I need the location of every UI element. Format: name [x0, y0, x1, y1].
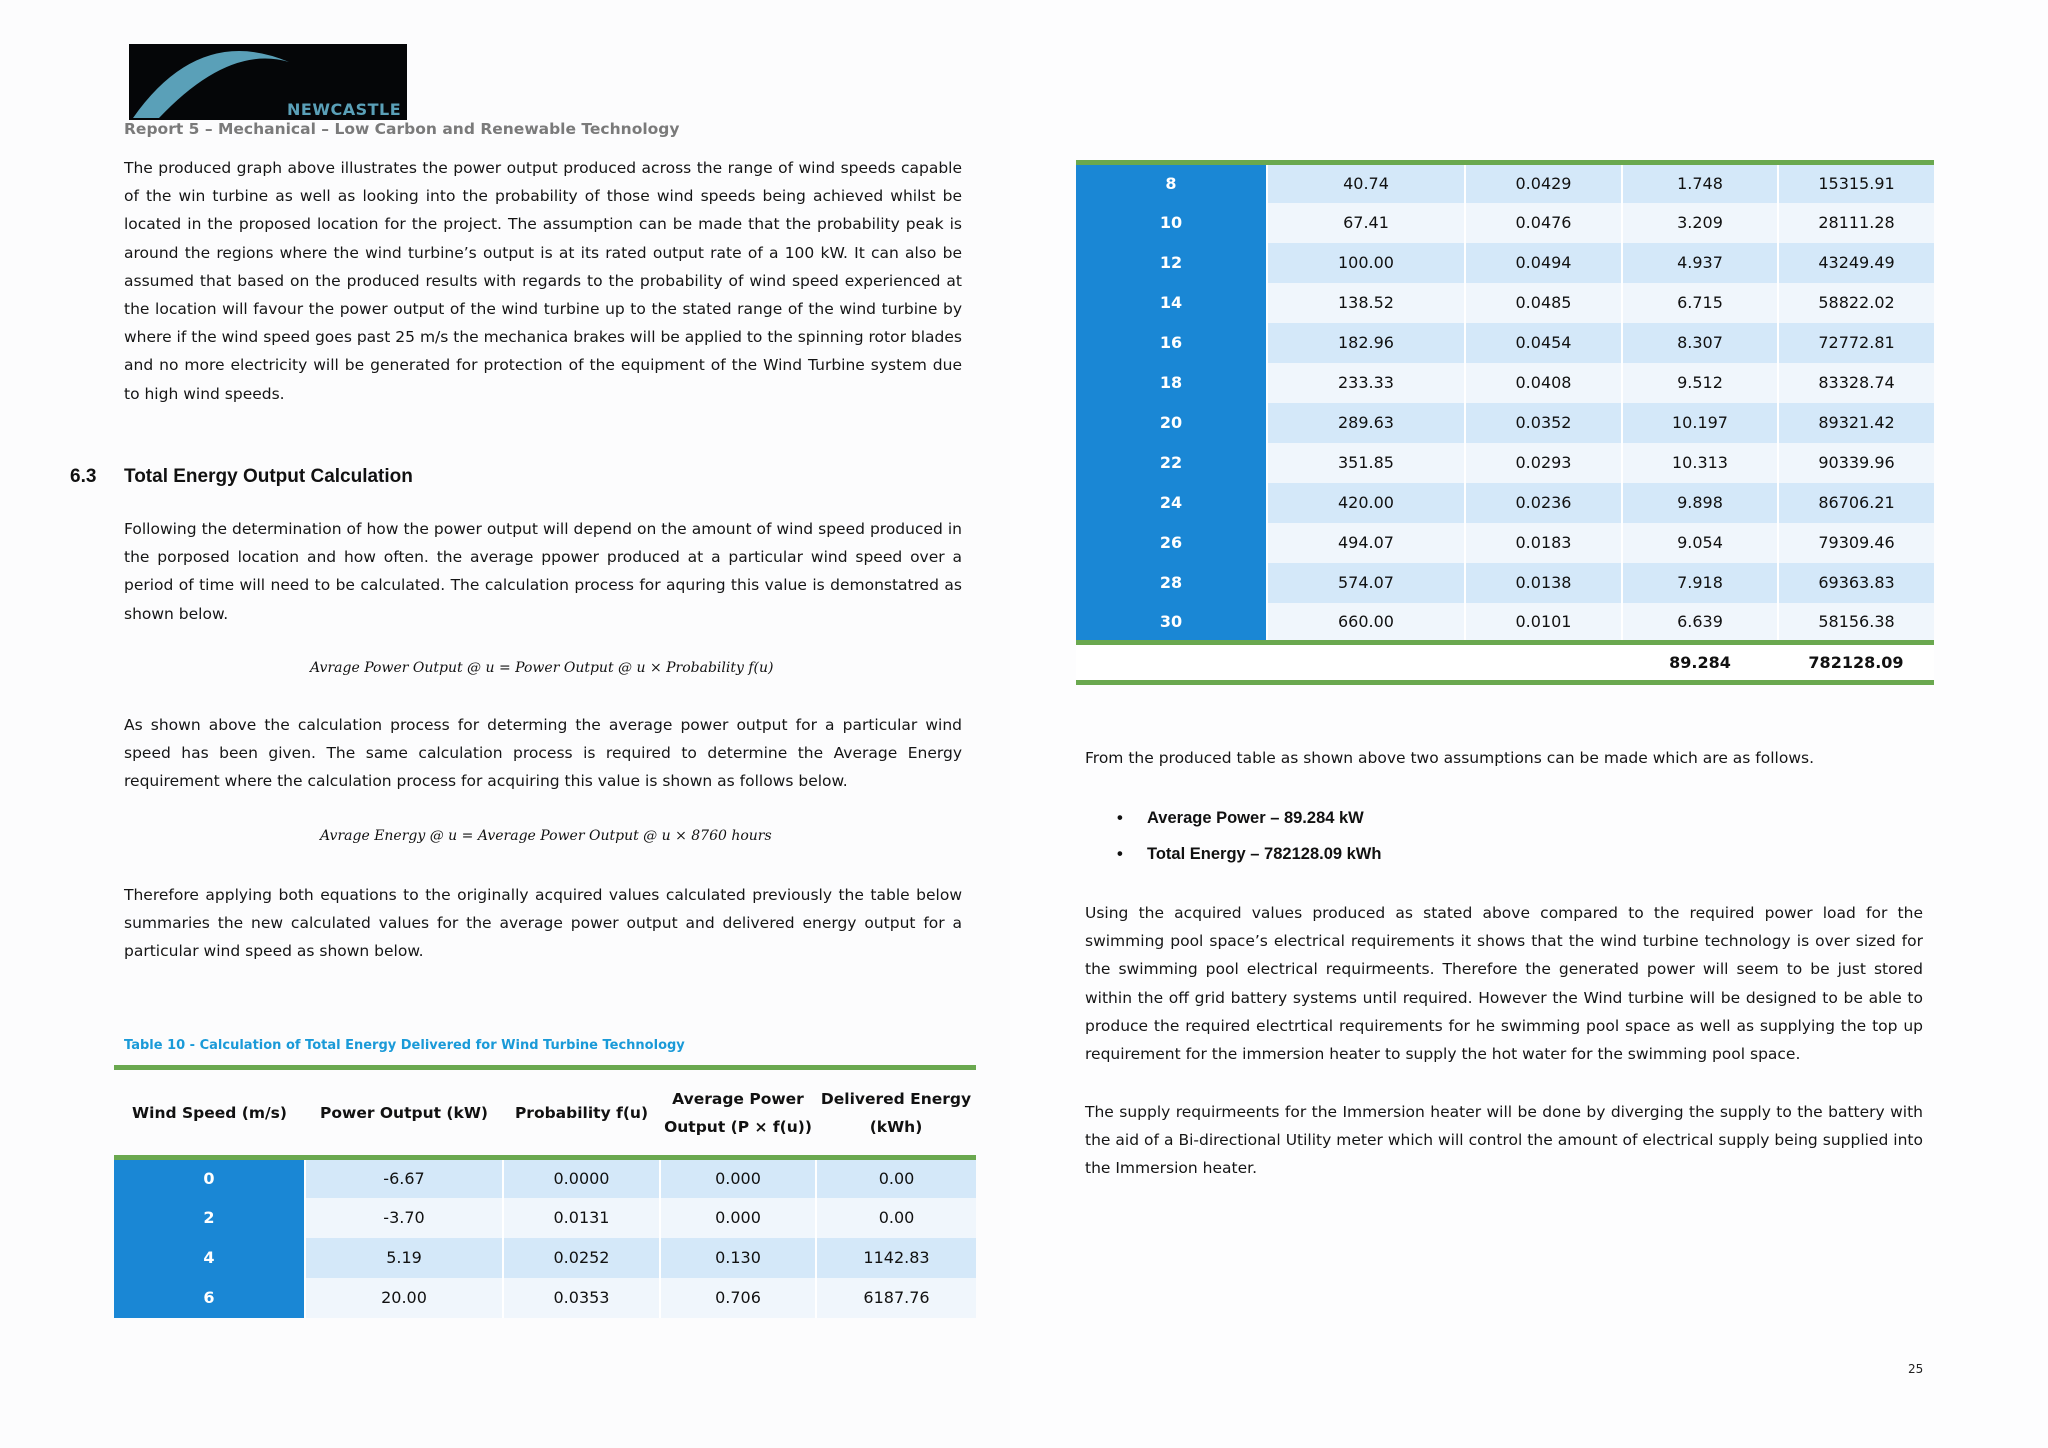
table-row [1076, 323, 1934, 363]
table-cell: 0.0293 [1465, 443, 1622, 483]
table-cell: 6187.76 [816, 1278, 976, 1318]
wind-speed-cell: 4 [114, 1238, 305, 1278]
header-average-power: Average Power Output (P × f(u)) [664, 1089, 812, 1136]
assumptions-list [1117, 803, 1381, 875]
table-cell: 0.0138 [1465, 563, 1622, 603]
table-cell: 182.96 [1267, 323, 1465, 363]
total-average-power: 89.284 [1669, 653, 1731, 672]
table-cell: 0.0485 [1465, 283, 1622, 323]
table-cell: 233.33 [1267, 363, 1465, 403]
wind-speed-cell: 18 [1076, 363, 1267, 403]
wind-speed-cell: 28 [1076, 563, 1267, 603]
table-cell: 10.197 [1622, 403, 1778, 443]
wind-speed-cell: 16 [1076, 323, 1267, 363]
wind-speed-cell: 30 [1076, 603, 1267, 643]
table-cell: 0.0000 [503, 1158, 660, 1198]
table-cell: 9.512 [1622, 363, 1778, 403]
bullet-text: Total Energy – 782128.09 kWh [1147, 845, 1382, 863]
table-cell: 0.0131 [503, 1198, 660, 1238]
paragraph-table-intro: Therefore applying both equations to the originally acquired values calculated previously the table below summaries the new calculated values for the average power output and delivered energy output for a particular wind speed as shown below. [124, 886, 962, 961]
report-header: Report 5 – Mechanical – Low Carbon and Renewable Technology [124, 120, 680, 138]
table-cell: 9.054 [1622, 523, 1778, 563]
table-cell: 10.313 [1622, 443, 1778, 483]
table-cell: 0.0183 [1465, 523, 1622, 563]
table-row [1076, 203, 1934, 243]
table-cell: 100.00 [1267, 243, 1465, 283]
table-cell: 40.74 [1267, 163, 1465, 203]
table-cell: 494.07 [1267, 523, 1465, 563]
table-cell: 289.63 [1267, 403, 1465, 443]
table-cell: 0.00 [816, 1158, 976, 1198]
page-number: 25 [1908, 1362, 1924, 1376]
table-cell: 1142.83 [816, 1238, 976, 1278]
table-row [1076, 563, 1934, 603]
table-cell: 138.52 [1267, 283, 1465, 323]
table-cell: 0.0352 [1465, 403, 1622, 443]
table-cell: 4.937 [1622, 243, 1778, 283]
table-cell: 0.0429 [1465, 163, 1622, 203]
table-row [1076, 283, 1934, 323]
energy-table-part-1 [114, 1065, 976, 1318]
wind-speed-cell: 8 [1076, 163, 1267, 203]
table-cell: 79309.46 [1778, 523, 1934, 563]
table-cell: 1.748 [1622, 163, 1778, 203]
table-cell: 86706.21 [1778, 483, 1934, 523]
table-cell: 660.00 [1267, 603, 1465, 643]
bullet-text: Average Power – 89.284 kW [1147, 809, 1364, 827]
newcastle-logo [129, 44, 407, 120]
wind-speed-cell: 12 [1076, 243, 1267, 283]
table-row [1076, 243, 1934, 283]
bullet-average-power [1117, 803, 1381, 839]
table-cell: 28111.28 [1778, 203, 1934, 243]
table-cell: 0.130 [660, 1238, 816, 1278]
section-title: Total Energy Output Calculation [124, 466, 413, 487]
table-cell: 0.0252 [503, 1238, 660, 1278]
table-cell: 67.41 [1267, 203, 1465, 243]
table-cell: 0.0476 [1465, 203, 1622, 243]
table-cell: 574.07 [1267, 563, 1465, 603]
paragraph-calculation-intro: Following the determination of how the power output will depend on the amount of wind speed produced in the porposed location and how often. the average ppower produced at a particular wind speed over a period of time will need to be calculated. The calculation process for aquring this value is demonstatred as shown below. [124, 520, 962, 623]
table-cell: 89321.42 [1778, 403, 1934, 443]
equation-average-power: Avrage Power Output @ u = Power Output @ u × Probability f(u) [310, 660, 774, 676]
logo-text: NEWCASTLE [287, 100, 402, 119]
table-row [1076, 523, 1934, 563]
table-cell: 0.706 [660, 1278, 816, 1318]
table-cell: 6.715 [1622, 283, 1778, 323]
table-cell: 0.0353 [503, 1278, 660, 1318]
table-cell: 9.898 [1622, 483, 1778, 523]
table-cell: 420.00 [1267, 483, 1465, 523]
total-delivered-energy: 782128.09 [1808, 653, 1904, 672]
table-cell: -6.67 [305, 1158, 503, 1198]
table-cell: 7.918 [1622, 563, 1778, 603]
wind-speed-cell: 10 [1076, 203, 1267, 243]
table-row [1076, 483, 1934, 523]
table-cell: 0.000 [660, 1158, 816, 1198]
table-cell: 83328.74 [1778, 363, 1934, 403]
bullet-icon: • [1117, 809, 1123, 827]
wind-speed-cell: 6 [114, 1278, 305, 1318]
table-cell: 5.19 [305, 1238, 503, 1278]
wind-speed-cell: 20 [1076, 403, 1267, 443]
paragraph-energy-intro: As shown above the calculation process for determing the average power output for a particular wind speed has been given. The same calculation process is required to determine the Average Energy requirement where the calculation process for acquiring this value is shown as follows below. [124, 716, 962, 791]
table-cell: 58156.38 [1778, 603, 1934, 643]
table-cell: 0.0101 [1465, 603, 1622, 643]
table-row [1076, 163, 1934, 203]
table-cell: 58822.02 [1778, 283, 1934, 323]
table-cell: 69363.83 [1778, 563, 1934, 603]
paragraph-graph-discussion: The produced graph above illustrates the power output produced across the range of wind speeds capable of the win turbine as well as looking into the probability of those wind speeds being achieved whilst be located in the proposed location for the project. The assumption can be made that the probability peak is around the regions where the wind turbine’s output is at its rated output rate of a 100 kW. It can also be assumed that based on the produced results with regards to the probability of wind speed experienced at the location will favour the power output of the wind turbine up to the stated range of the wind turbine by where if the wind speed goes past 25 m/s the mechanica brakes will be applied to the spinning rotor blades and no more electricity will be generated for protection of the equipment of the Wind Turbine system due to high wind speeds. [124, 159, 962, 403]
paragraph-comparison: Using the acquired values produced as stated above compared to the required power load for the swimming pool space’s electrical requirements it shows that the wind turbine technology is over sized for the swimming pool electrical requirmeents. Therefore the generated power will seem to be just stored within the off grid battery systems until required. However the Wind turbine will be designed to be able to produce the required electrtical requirements for he swimming pool space as well as supplying the top up requirement for the immersion heater to supply the hot water for the swimming pool space. [1085, 904, 1923, 1064]
table-cell: 351.85 [1267, 443, 1465, 483]
table-row [114, 1198, 976, 1238]
table-cell: 0.00 [816, 1198, 976, 1238]
table-cell: 8.307 [1622, 323, 1778, 363]
header-wind-speed: Wind Speed (m/s) [132, 1103, 287, 1122]
energy-table-part-2 [1076, 160, 1934, 685]
table-header-row [114, 1068, 976, 1158]
table-cell: 15315.91 [1778, 163, 1934, 203]
table-cell: 72772.81 [1778, 323, 1934, 363]
wind-speed-cell: 0 [114, 1158, 305, 1198]
wind-speed-cell: 2 [114, 1198, 305, 1238]
table-cell: 0.0408 [1465, 363, 1622, 403]
table-caption: Table 10 - Calculation of Total Energy Delivered for Wind Turbine Technology [124, 1038, 685, 1053]
wind-speed-cell: 24 [1076, 483, 1267, 523]
table-row [1076, 363, 1934, 403]
table-cell: -3.70 [305, 1198, 503, 1238]
table-total-row [1076, 643, 1934, 683]
table-cell: 43249.49 [1778, 243, 1934, 283]
wind-speed-cell: 26 [1076, 523, 1267, 563]
wind-speed-cell: 22 [1076, 443, 1267, 483]
table-cell: 6.639 [1622, 603, 1778, 643]
table-row [114, 1238, 976, 1278]
table-cell: 90339.96 [1778, 443, 1934, 483]
wind-speed-cell: 14 [1076, 283, 1267, 323]
section-number: 6.3 [70, 466, 97, 487]
paragraph-assumptions-intro: From the produced table as shown above two assumptions can be made which are as follows. [1085, 749, 1815, 767]
equation-average-energy: Avrage Energy @ u = Average Power Output @ u × 8760 hours [320, 828, 772, 844]
paragraph-immersion-heater: The supply requirmeents for the Immersion heater will be done by diverging the supply to the battery with the aid of a Bi-directional Utility meter which will control the amount of electrical supply being supplied into the Immersion heater. [1085, 1103, 1923, 1178]
table-cell: 0.0236 [1465, 483, 1622, 523]
header-power-output: Power Output (kW) [319, 1103, 488, 1122]
table-row [1076, 443, 1934, 483]
header-delivered-energy: Delivered Energy (kWh) [820, 1089, 972, 1136]
header-probability: Probability f(u) [514, 1103, 649, 1122]
table-cell: 0.0494 [1465, 243, 1622, 283]
table-row [1076, 603, 1934, 643]
table-row [1076, 403, 1934, 443]
table-cell: 0.000 [660, 1198, 816, 1238]
bullet-icon: • [1117, 845, 1123, 863]
table-row [114, 1158, 976, 1198]
table-row [114, 1278, 976, 1318]
bullet-total-energy [1117, 839, 1381, 875]
table-cell: 0.0454 [1465, 323, 1622, 363]
table-cell: 20.00 [305, 1278, 503, 1318]
table-cell: 3.209 [1622, 203, 1778, 243]
